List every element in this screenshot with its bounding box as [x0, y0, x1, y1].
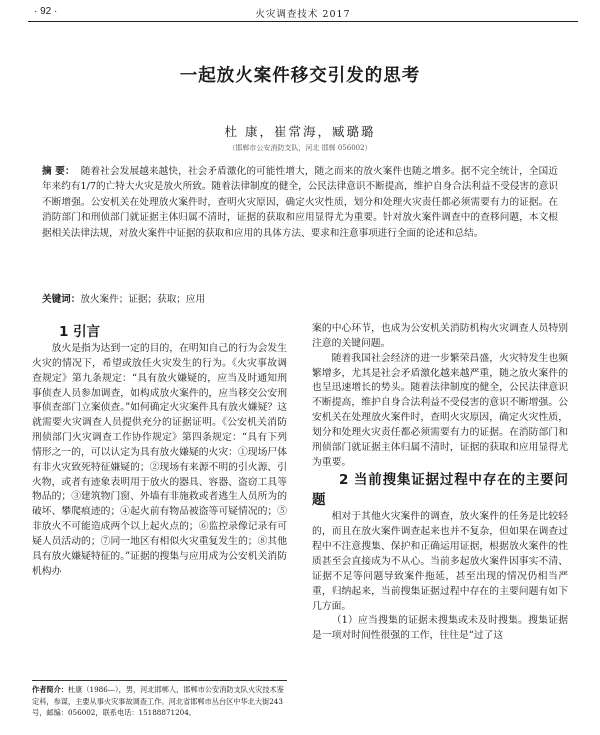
- author-footnote: [32, 680, 287, 719]
- footnote-label: 作者简介：: [32, 685, 68, 694]
- left-column: [32, 322, 287, 580]
- paragraph-4: （1）应当搜集的证据未搜集或未及时搜集。搜集证据是一项对时间性很强的工作，往往是“过了这: [312, 615, 568, 642]
- continued-paragraph: 案的中心环节，也成为公安机关消防机构火灾调查人员特别注意的关键问题。: [312, 323, 568, 349]
- paragraph-2: 随着我国社会经济的进一步繁荣昌盛，火灾特发生也频繁增多，尤其是社会矛盾激化越来越严重，随之放火案件的也呈迅速增长的势头。随着法律制度的健全，公民法律意识不断提高，维护自身合法利益不受侵害的意识不断增强。公安机关在处理放火案件时，查明火灾原因，确定火灾性质，划分和处理火灾责任都必须需要有力的证据。在消防部门和刑侦部门就证据主体归属不清时，证据的获取和应用显得尤为重要。: [312, 352, 568, 468]
- journal-title: 火灾调查技术 2017: [255, 9, 351, 20]
- keywords: [42, 292, 558, 307]
- page-number: · 92 ·: [34, 6, 58, 17]
- keywords-label: 关键词：: [42, 294, 81, 305]
- footnote-text: 杜康（1986—），男，河北邯郸人，邯郸市公安消防支队火灾技术鉴定科，参谋，主要从事火灾事故调查工作。河北省邯郸市丛台区中华北大街243号，邮编：056002，联系电话：15188871204。: [32, 685, 284, 717]
- right-column: [312, 322, 568, 644]
- author-affiliation: （邯郸市公安消防支队，河北 邯郸 056002）: [228, 144, 372, 152]
- section-1-paragraph: 放火是指为达到一定的目的，在明知自己的行为会发生火灾的情况下，希望或放任火灾发生的行为。《火灾事故调查规定》第九条规定：“具有放火嫌疑的，应当及时通知刑事侦查人员参加调查，如构成放火案件的，应当移交公安刑事侦查部门立案侦查。”如何确定火灾案件具有放火嫌疑？这就需要火灾调查人员提供充分的证据证明。《公安机关消防刑侦部门火灾调查工作协作规定》第四条规定：“具有下列情形之一的，可以认定为具有放火嫌疑的火灾：①现场尸体有非火灾致死特征嫌疑的；②现场有来源不明的引火源、引火物，或者有迹象表明用于放火的器具、容器、盗窃工具等物品的；③建筑物门窗、外墙有非施救或者逃生人员所为的破坏、攀爬痕迹的；④起火前有物品被盗等可疑情况的；⑤非放火不可能造成两个以上起火点的；⑥监控录像记录有可疑人员活动的；⑦同一地区有相似火灾重复发生的；⑧其他具有放火嫌疑特征的。”证据的搜集与应用成为公安机关消防机构办: [32, 343, 287, 577]
- article-title: 一起放火案件移交引发的思考: [179, 66, 421, 86]
- running-header: [28, 5, 578, 22]
- abstract: [42, 164, 558, 241]
- abstract-label: 摘 要：: [42, 166, 75, 177]
- keywords-text: 放火案件；证据；获取；应用: [80, 294, 206, 305]
- paragraph-3: 相对于其他火灾案件的调查，放火案件的任务是比较轻的，而且在放火案件调查起来也并不复杂，但如果在调查过程中不注意搜集、保护和正确运用证据，根据放火案件的性质甚至会直接成为不从心。当前多起放火案件因事实不清、证据不足等问题导致案件拖延，甚至出现的情况仍相当严重，归纳起来，当前搜集证据过程中存在的主要问题有如下几方面。: [312, 511, 568, 612]
- abstract-text: 随着社会发展越来越快，社会矛盾激化的可能性增大，随之而来的放火案件也随之增多。据不完全统计，全国近年来约有1/7的亡特大火灾是放火所致。随着法律制度的健全，公民法律意识不断提高，维护自身合法利益不受侵害的意识不断增强。公安机关在处理放火案件时，查明火灾原因，确定火灾性质，划分和处理火灾责任都必须需要有力的证据。在消防部门和刑侦部门就证据主体归属不清时，证据的获取和应用显得尤为重要。针对放火案件调查中的查移问题，本文根据相关法律法规，对放火案件中证据的获取和应用的具体方法、要求和注意事项进行全面的论述和总结。: [42, 166, 559, 239]
- article-authors: 杜 康，崔常海，臧璐璐: [224, 124, 376, 139]
- section-2-heading: 2 当前搜集证据过程中存在的主要问题: [312, 472, 568, 509]
- section-1-heading: 1 引言: [59, 324, 101, 340]
